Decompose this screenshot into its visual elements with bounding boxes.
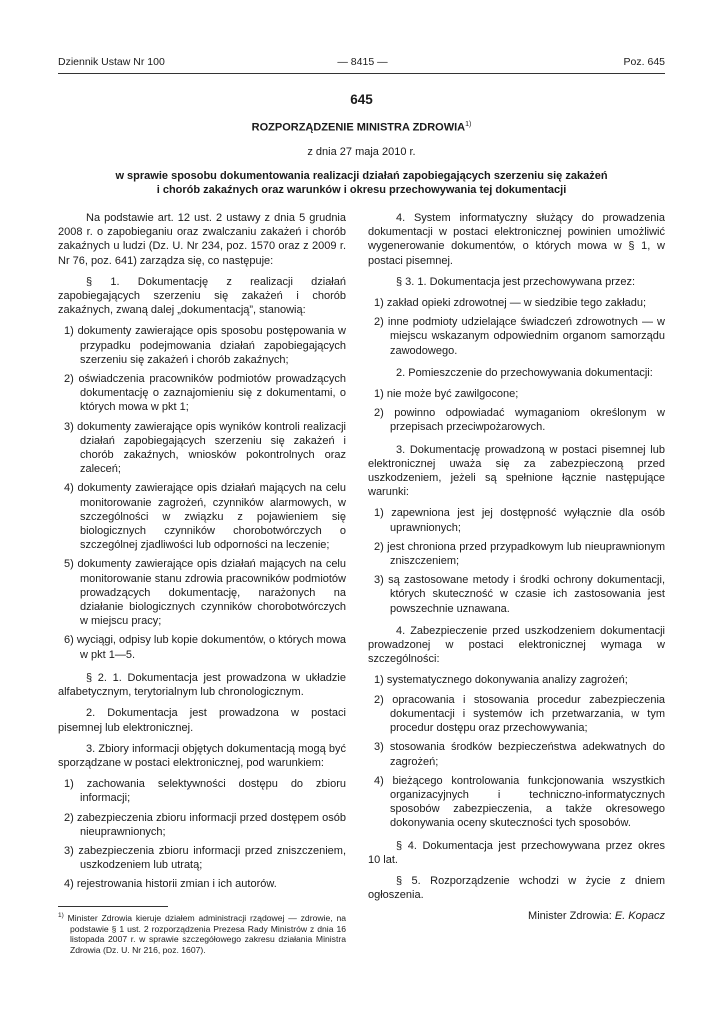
list-item: 4) bieżącego kontrolowania funkcjonowania wszystkich organizacyjnych i techniczno-informatycznych sposobów zabezpieczenia, a także okresowego dokonywania oceny skuteczności tych sposobów. bbox=[374, 774, 665, 830]
act-subject bbox=[58, 169, 665, 197]
section-5: § 5. Rozporządzenie wchodzi w życie z dniem ogłoszenia. bbox=[368, 874, 665, 902]
section-3-1-intro: § 3. 1. Dokumentacja jest przechowywana przez: bbox=[396, 275, 636, 288]
act-number: 645 bbox=[350, 92, 373, 107]
list-item: 3) zabezpieczenia zbioru informacji przed zniszczeniem, uszkodzeniem lub utratą; bbox=[64, 844, 346, 872]
act-subject-line-1: w sprawie sposobu dokumentowania realizacji działań zapobiegających szerzeniu się zakażeń bbox=[115, 170, 608, 182]
act-date: z dnia 27 maja 2010 r. bbox=[307, 146, 416, 158]
section-2-3-intro: 3. Zbiory informacji objętych dokumentacją mogą być sporządzane w postaci elektronicznej, pod warunkiem: bbox=[58, 742, 346, 769]
section-3-2-intro: 2. Pomieszczenie do przechowywania dokumentacji: bbox=[396, 366, 653, 379]
header-position: Poz. 645 bbox=[623, 56, 665, 68]
preamble: Na podstawie art. 12 ust. 2 ustawy z dnia 5 grudnia 2008 r. o zapobieganiu oraz zwalczaniu zakażeń i chorób zakaźnych u ludzi (Dz. U. Nr 234, poz. 1570 oraz z 2009 r. Nr 76, poz. 641) zarządza się, co następuje: bbox=[58, 212, 346, 267]
section-3-4-intro: 4. Zabezpieczenie przed uszkodzeniem dokumentacji prowadzonej w postaci elektronicznej wymaga w szczególności: bbox=[368, 624, 665, 666]
footnote bbox=[58, 911, 346, 956]
footnote-text: Minister Zdrowia kieruje działem administracji rządowej — zdrowie, na podstawie § 1 ust. 2 rozporządzenia Prezesa Rady Ministrów z dnia 16 listopada 2007 r. w sprawie szczegółowego zakresu działania Ministra Zdrowia (Dz. U. Nr 216, poz. 1607). bbox=[67, 912, 347, 956]
signature bbox=[368, 909, 665, 923]
footnote-rule bbox=[58, 906, 168, 907]
list-item: 1) nie może być zawilgocone; bbox=[374, 388, 519, 401]
list-item: 3) są zastosowane metody i środki ochrony dokumentacji, których skuteczność w czasie ich zastosowania jest powszechnie uznawana. bbox=[374, 574, 665, 615]
list-item: 3) dokumenty zawierające opis wyników kontroli realizacji działań zapobiegających szerzeniu się zakażeń i chorób zakaźnych, wniosków pokontrolnych oraz zaleceń; bbox=[64, 420, 346, 476]
section-4: § 4. Dokumentacja jest przechowywana przez okres 10 lat. bbox=[368, 839, 665, 866]
header-journal: Dziennik Ustaw Nr 100 bbox=[58, 56, 165, 68]
section-3-3-intro: 3. Dokumentację prowadzoną w postaci pisemnej lub elektronicznej uważa się za zabezpieczoną przed uszkodzeniem, jeżeli są spełnione łącznie następujące warunki: bbox=[368, 443, 665, 499]
signature-name: E. Kopacz bbox=[614, 910, 665, 923]
act-title-text: ROZPORZĄDZENIE MINISTRA ZDROWIA bbox=[251, 121, 466, 134]
title-footnote-ref: 1) bbox=[465, 121, 472, 128]
right-column bbox=[368, 211, 665, 924]
section-2-4: 4. System informatyczny służący do prowadzenia dokumentacji w postaci elektronicznej powinien umożliwić wygenerowanie dokumentów, o których mowa w § 1, w postaci pisemnej. bbox=[368, 212, 665, 267]
section-1-intro: § 1. Dokumentację z realizacji działań zapobiegających szerzeniu się zakażeń i chorób zakaźnych, zwaną dalej „dokumentacją”, stanowią: bbox=[58, 275, 346, 317]
list-item: 1) zapewniona jest jej dostępność wyłącznie dla osób uprawnionych; bbox=[374, 507, 665, 534]
list-item: 2) jest chroniona przed przypadkowym lub nieuprawnionym zniszczeniem; bbox=[374, 540, 665, 568]
list-item: 2) powinno odpowiadać wymaganiom określonym w przepisach przeciwpożarowych. bbox=[374, 407, 665, 434]
header-rule bbox=[58, 73, 665, 74]
list-item: 1) zakład opieki zdrowotnej — w siedzibie tego zakładu; bbox=[374, 297, 647, 310]
list-item: 3) stosowania środków bezpieczeństwa adekwatnych do zagrożeń; bbox=[374, 741, 665, 768]
list-item: 2) zabezpieczenia zbioru informacji przed dostępem osób nieuprawnionych; bbox=[64, 811, 346, 838]
signature-role: Minister Zdrowia: bbox=[528, 910, 612, 923]
list-item: 1) systematycznego dokonywania analizy zagrożeń; bbox=[374, 674, 628, 687]
footnote-marker: 1) bbox=[58, 912, 64, 919]
list-item: 6) wyciągi, odpisy lub kopie dokumentów, o których mowa w pkt 1—5. bbox=[64, 634, 346, 661]
header-page-number: — 8415 — bbox=[337, 56, 388, 68]
list-item: 1) zachowania selektywności dostępu do zbioru informacji; bbox=[64, 778, 346, 805]
section-2-1: § 2. 1. Dokumentacja jest prowadzona w układzie alfabetycznym, terytorialnym lub chronologicznym. bbox=[58, 671, 346, 699]
section-2-2: 2. Dokumentacja jest prowadzona w postaci pisemnej lub elektronicznej. bbox=[58, 707, 346, 734]
list-item: 2) opracowania i stosowania procedur zabezpieczenia dokumentacji i systemów ich przetwarzania, w tym procedur dostępu oraz przechowywania; bbox=[374, 693, 665, 735]
list-item: 5) dokumenty zawierające opis działań mających na celu monitorowanie stanu zdrowia pracowników podmiotów prowadzących dokumentację, narażonych na działanie biologicznych czynników chorobotwórczych w miejscu pracy; bbox=[64, 558, 346, 628]
list-item: 1) dokumenty zawierające opis sposobu postępowania w przypadku podejmowania działań zapobiegających szerzeniu się zakażeń i chorób zakaźnych; bbox=[64, 325, 346, 366]
list-item: 4) dokumenty zawierające opis działań mających na celu monitorowanie zagrożeń, czynników alarmowych, w szczególności w związku z pojawieniem się biologicznych czynników chorobotwórczych o szczególnej zjadliwości lub odporności na leczenie; bbox=[64, 482, 346, 552]
act-subject-line-2: i chorób zakaźnych oraz warunków i okresu przechowywania tej dokumentacji bbox=[156, 184, 567, 196]
left-column bbox=[58, 211, 346, 897]
list-item: 2) oświadczenia pracowników podmiotów prowadzących dokumentację o zaznajomieniu się z dokumentami, o których mowa w pkt 1; bbox=[64, 373, 346, 414]
list-item: 4) rejestrowania historii zmian i ich autorów. bbox=[64, 878, 277, 891]
act-title bbox=[58, 121, 665, 134]
list-item: 2) inne podmioty udzielające świadczeń zdrowotnych — w miejscu wskazanym odpowiednim organom samorządu zawodowego. bbox=[374, 316, 665, 357]
